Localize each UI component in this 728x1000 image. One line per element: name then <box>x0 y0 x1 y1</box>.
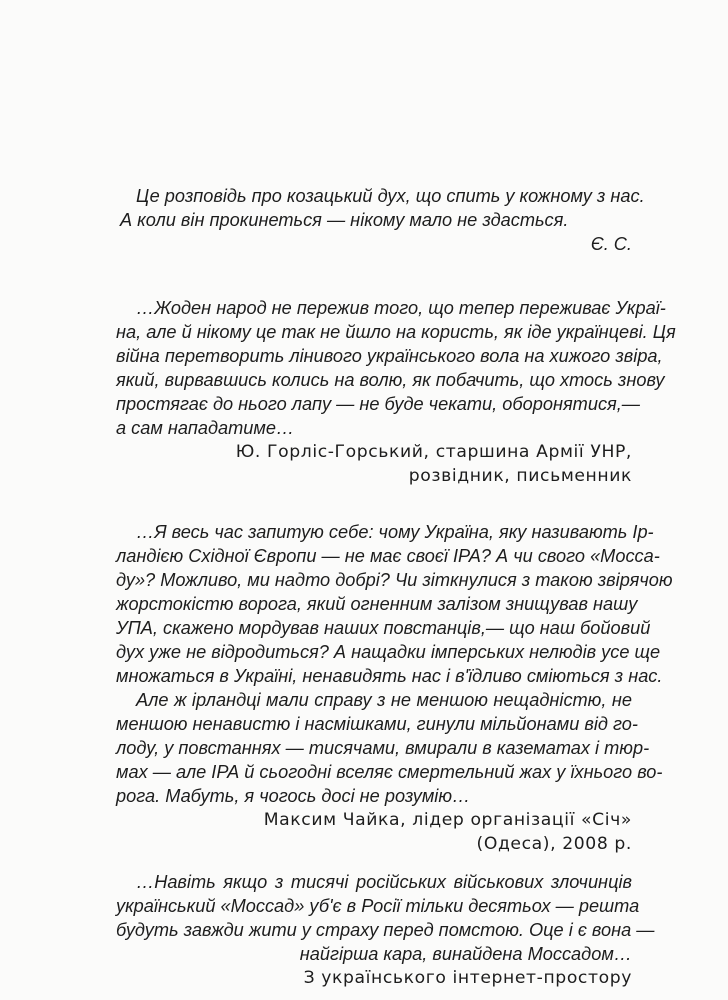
epigraph-line: жорстокістю ворога, який огненним залізом знищував нашу <box>116 594 638 614</box>
epigraph-line: який, вирвавшись колись на волю, як побачить, що хтось знову <box>116 370 665 390</box>
epigraph-line: український «Моссад» уб'є в Росії тільки десятьох — решта <box>116 896 640 916</box>
epigraph-line: мах — але ІРА й сьогодні вселяє смертельний жах у їхнього во- <box>116 762 663 782</box>
epigraph-line: …Жоден народ не пережив того, що тепер переживає Украї- <box>136 298 666 318</box>
epigraph-line: лоду, у повстаннях — тисячами, вмирали в казематах і тюр- <box>116 738 650 758</box>
epigraph-author: розвідник, письменник <box>408 466 632 486</box>
epigraph-line: дух уже не відродиться? А нащадки імперських нелюдів усе ще <box>116 642 661 662</box>
epigraph-line: простягає до нього лапу — не буде чекати, оборонятися,— <box>116 394 640 414</box>
epigraph-line: ландією Східної Європи — не має своєї ІРА? А чи свого «Моссa- <box>116 546 660 566</box>
epigraph-author: З українського інтернет-простору <box>303 968 632 988</box>
epigraph-line: на, але й нікому це так не йшло на користь, як іде українцеві. Ця <box>116 322 676 342</box>
epigraph-line: Але ж ірландці мали справу з не меншою нещадністю, не <box>136 690 632 710</box>
epigraph-line: а сам нападатиме… <box>116 418 295 438</box>
epigraph-author: Максим Чайка, лідер організації «Січ» <box>263 810 632 830</box>
epigraph-line: …Навіть якщо з тисячі російських військових злочинців <box>136 872 632 892</box>
epigraph-line: найгірша кара, винайдена Моссадом… <box>299 944 632 964</box>
epigraph-line: ду»? Можливо, ми надто добрі? Чи зіткнулися з такою звірячою <box>116 570 673 590</box>
epigraph-line: будуть завжди жити у страху перед помстою. Оце і є вона — <box>116 920 655 940</box>
epigraph-author: Ю. Горліс-Горський, старшина Армії УНР, <box>235 442 632 462</box>
epigraph-line: …Я весь час запитую себе: чому Україна, яку називають Ір- <box>136 522 654 542</box>
epigraph-line: меншою ненавистю і насмішками, гинули мільйонами від го- <box>116 714 638 734</box>
epigraph-author: (Одеса), 2008 р. <box>476 834 632 854</box>
epigraph-line: рога. Мабуть, я чогось досі не розумію… <box>116 786 471 806</box>
epigraph-line: УПА, скажено мордував наших повстанців,— що наш бойовий <box>116 618 651 638</box>
epigraph-line: Це розповідь про козацький дух, що спить у кожному з нас. <box>136 186 645 206</box>
epigraph-line: множаться в Україні, ненавидять нас і в'їдливо сміються з нас. <box>116 666 663 686</box>
epigraph-line: війна перетворить лінивого українського вола на хижого звіра, <box>116 346 663 366</box>
book-page <box>116 0 676 1000</box>
epigraph-line: А коли він прокинеться — нікому мало не здасться. <box>120 210 569 230</box>
epigraph-author: Є. С. <box>590 234 632 254</box>
